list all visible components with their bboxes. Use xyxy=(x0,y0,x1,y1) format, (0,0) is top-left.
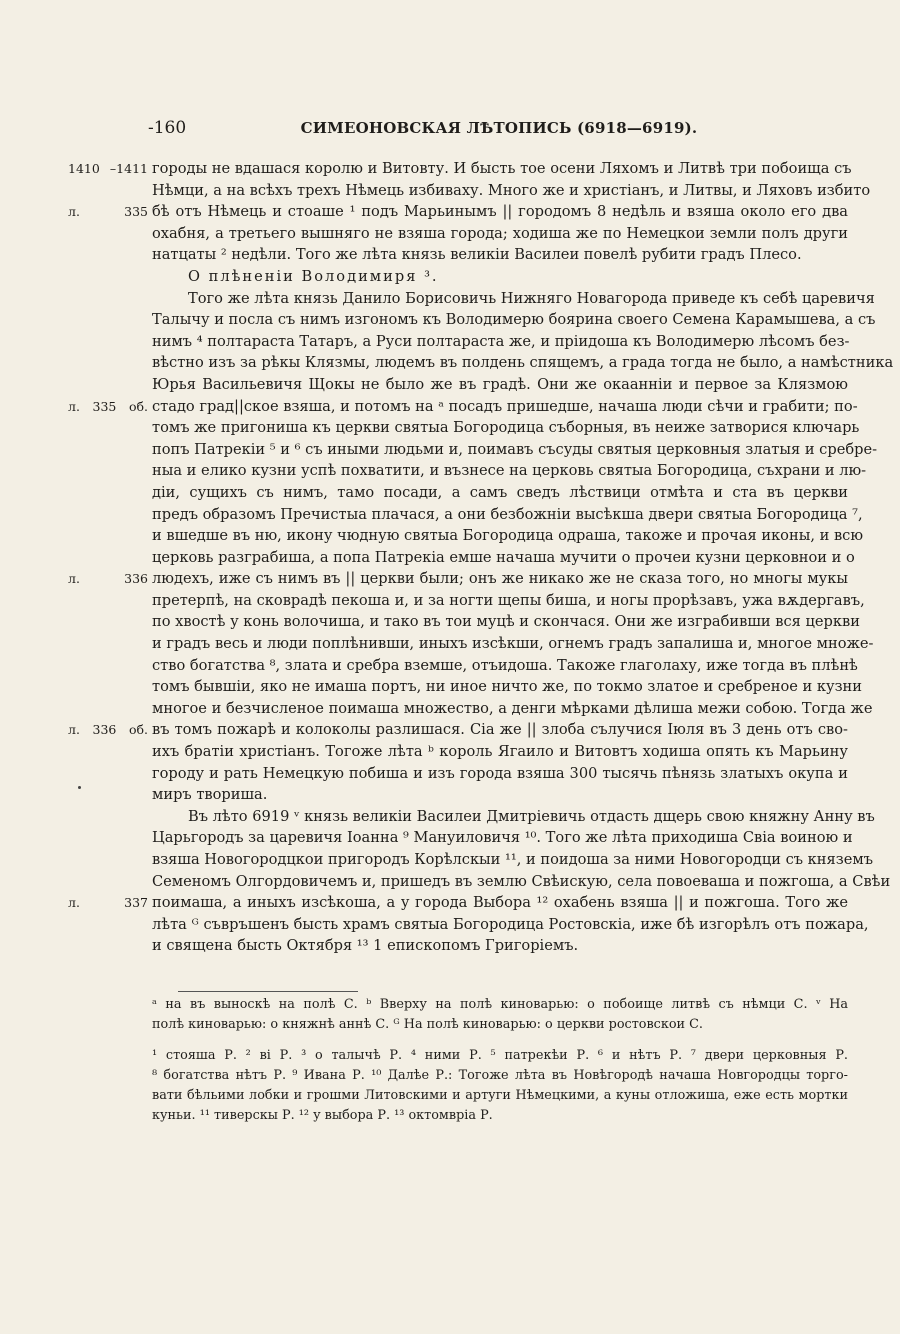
line-text: многое и безчисленое поимаша множество, а денги мѣрками дѣлиша межи собою. Тогда же xyxy=(152,699,873,717)
line-text: Того же лѣта князь Данило Борисовичь Нижняго Новагорода приведе къ себѣ царевичя xyxy=(188,289,875,307)
text-line xyxy=(152,741,848,763)
letter-footnotes xyxy=(152,995,848,1035)
line-text: по хвостѣ у конь волочиша, и тако въ тои муцѣ и скончася. Они же изграбивши вся церкви xyxy=(152,613,860,631)
text-line xyxy=(152,806,875,828)
text-line xyxy=(152,417,860,439)
line-text: попъ Патрекіи ⁵ и ⁶ съ иными людьми и, поимавъ съсуды святыя церковныя златыя и сребре- xyxy=(152,440,878,458)
text-line xyxy=(152,995,848,1015)
text-line xyxy=(152,914,869,936)
line-text: претерпѣ, на сковрадѣ пекоша и, и за ногти щепы биша, и ногы прорѣзавъ, ужа вѫдергавъ, xyxy=(152,591,865,609)
line-text: стадо град||ское взяша, и потомъ на ᵃ посадъ пришедше, начаша люди сѣчи и грабити; по- xyxy=(152,397,858,415)
text-line xyxy=(152,763,848,785)
text-line xyxy=(152,1066,848,1086)
text-line xyxy=(152,590,865,612)
margin-note: л. 336 об. xyxy=(68,722,148,738)
line-text: людехъ, иже съ нимъ въ || церкви были; онъ же никако же не сказа того, но многы мукы xyxy=(152,570,848,588)
margin-note: л. 335 xyxy=(68,204,148,220)
line-text: бѣ отъ Нѣмець и стоаше ¹ подъ Марьинымъ || городомъ 8 недѣль и взяша около его два xyxy=(152,203,848,221)
line-text: нимъ ⁴ полтараста Татаръ, а Руси полтараста же, и пріидоша къ Володимерю лѣсомъ без- xyxy=(152,332,850,350)
numbered-footnotes xyxy=(152,1046,848,1126)
text-line xyxy=(68,568,848,590)
text-line xyxy=(152,698,873,720)
margin-note: 1410 –1411 xyxy=(68,161,148,176)
text-line xyxy=(152,1046,848,1066)
line-text: ⁸ богатства нѣтъ Р. ⁹ Ивана Р. ¹⁰ Далѣе Р.: Тогоже лѣта въ Новѣгородѣ начаша Новгородцы торго- xyxy=(152,1068,848,1083)
text-line xyxy=(68,201,848,223)
text-line xyxy=(152,1086,848,1106)
line-text: и вшедше въ ню, икону чюдную святыа Богородица одраша, такоже и прочая иконы, и всю xyxy=(152,527,864,545)
text-line xyxy=(152,633,874,655)
paper-stain xyxy=(78,786,81,789)
line-text: ихъ братіи христіанъ. Тогоже лѣта ᵇ король Ягаило и Витовтъ ходиша опять къ Марьину xyxy=(152,743,848,761)
line-text: вати бѣльими лобки и грошми Литовскими и артуги Нѣмецкими, а куны отложиша, еже есть мортки xyxy=(152,1088,848,1103)
text-line xyxy=(152,352,894,374)
text-line xyxy=(152,827,853,849)
page-number: -160 xyxy=(148,118,187,138)
line-text: ᵃ на въ выноскѣ на полѣ С. ᵇ Вверху на полѣ киноварью: о побоище литвѣ съ нѣмци С. ᵛ На xyxy=(152,997,848,1012)
line-text: діи, сущихъ съ нимъ, тамо посади, а самъ сведъ лѣствици отмѣта и ста въ церкви xyxy=(152,483,848,501)
line-text: Нѣмци, а на всѣхъ трехъ Нѣмець избиваху. Много же и христіанъ, и Литвы, и Ляховъ избито xyxy=(152,181,871,199)
text-line xyxy=(68,158,852,180)
text-line xyxy=(152,482,848,504)
text-line xyxy=(152,504,863,526)
line-text: полѣ киноварью: о княжнѣ аннѣ С. ᴳ На полѣ киноварью: о церкви ростовскои С. xyxy=(152,1017,704,1032)
line-text: вѣстно изъ за рѣкы Клязмы, людемъ въ полдень спящемъ, а града тогда не было, а намѣстника xyxy=(152,354,894,372)
line-text: томъ же пригониша къ церкви святыа Богородица съборныя, въ неиже затворися ключарь xyxy=(152,419,860,437)
text-line xyxy=(152,935,848,957)
line-text: О плѣненіи Володимиря ³. xyxy=(188,267,439,285)
line-text: ¹ стояша Р. ² ві Р. ³ о талычѣ Р. ⁴ ними Р. ⁵ патрекѣи Р. ⁶ и нѣтъ Р. ⁷ двери церковныя Р. xyxy=(152,1048,848,1063)
line-text: ство богатства ⁸, злата и сребра вземше, отъидоша. Такоже глаголаху, иже тогда въ плѣнѣ xyxy=(152,656,858,674)
line-text: городу и рать Немецкую побиша и изъ города взяша 300 тысячь пѣнязь златыхъ окупа и xyxy=(152,764,848,782)
text-line xyxy=(152,180,871,202)
margin-note: л. 336 xyxy=(68,571,148,587)
section-heading xyxy=(152,266,848,288)
line-text: и градъ весь и люди поплѣнивши, иныхъ изсѣкши, огнемъ градъ запалиша и, многое множе- xyxy=(152,635,874,653)
line-text: натцаты ² недѣли. Того же лѣта князь великіи Василеи повелѣ рубити градъ Плесо. xyxy=(152,246,802,264)
line-text: Юрья Васильевичя Щокы не было же въ градѣ. Они же окаанніи и первое за Клязмою xyxy=(152,375,848,393)
text-line xyxy=(152,309,876,331)
line-text: Царьгородъ за царевичя Іоанна ⁹ Мануиловичя ¹⁰. Того же лѣта приходиша Свіа воиною и xyxy=(152,829,853,847)
text-line xyxy=(152,871,891,893)
text-line xyxy=(68,892,848,914)
text-line xyxy=(152,547,855,569)
text-line xyxy=(152,525,864,547)
text-line xyxy=(152,611,860,633)
line-text: городы не вдашася королю и Витовту. И бысть тое осени Ляхомъ и Литвѣ три побоища съ xyxy=(152,160,852,177)
line-text: ныа и елико кузни успѣ похватити, и възнесе на церковь святыа Богородица, съхрани и лю- xyxy=(152,462,867,480)
line-text: церковь разграбиша, а попа Патрекіа емше начаша мучити о прочеи кузни церковнои и о xyxy=(152,548,855,566)
margin-note: л. 335 об. xyxy=(68,398,148,414)
line-text: охабня, а третьего вышняго не взяша города; ходиша же по Немецкои земли полъ други xyxy=(152,224,848,242)
line-text: Талычу и посла съ нимъ изгономъ къ Володимерю боярина своего Семена Карамышева, а съ xyxy=(152,311,876,329)
line-text: предъ образомъ Пречистыа плачася, а они безбожніи высѣкша двери святыа Богородица ⁷, xyxy=(152,505,863,523)
main-text xyxy=(68,158,894,957)
line-text: взяша Новогородцкои пригородъ Корѣлскыи ¹¹, и поидоша за ними Новогородци съ княземъ xyxy=(152,851,873,868)
text-line xyxy=(68,396,858,418)
text-line xyxy=(68,719,848,741)
line-text: и священа бысть Октября ¹³ 1 епископомъ Григоріемъ. xyxy=(152,937,579,955)
margin-note: л. 337 xyxy=(68,895,148,911)
text-line xyxy=(152,223,848,245)
text-line xyxy=(152,331,848,353)
line-text: лѣта ᴳ съвръшенъ бысть храмъ святыа Богородица Ростовскіа, иже бѣ изгорѣлъ отъ пожара, xyxy=(152,915,869,933)
line-text: Въ лѣто 6919 ᵛ князь великіи Василеи Дмитріевичь отдасть дщерь свою княжну Анну въ xyxy=(188,807,875,825)
text-line xyxy=(152,439,878,461)
line-text: миръ твориша. xyxy=(152,786,268,804)
line-text: куньи. ¹¹ тиверскы Р. ¹² у выбора Р. ¹³ октомвріа Р. xyxy=(152,1108,493,1123)
text-line xyxy=(152,244,848,266)
text-line xyxy=(152,784,848,806)
text-line xyxy=(152,655,858,677)
footnote-divider xyxy=(178,991,358,992)
text-line xyxy=(152,460,867,482)
text-line xyxy=(152,849,873,871)
text-line xyxy=(152,374,848,396)
text-line xyxy=(152,676,863,698)
text-line xyxy=(152,288,875,310)
page-header xyxy=(148,118,850,142)
running-title: СИМЕОНОВСКАЯ ЛѢТОПИСЬ (6918—6919). xyxy=(300,119,698,137)
text-line xyxy=(152,1106,848,1126)
line-text: въ томъ пожарѣ и колоколы разлишася. Сіа же || злоба сълучися Іюля въ 3 день отъ сво- xyxy=(152,721,848,739)
line-text: Семеномъ Олгордовичемъ и, пришедъ въ землю Свѣискую, села повоеваша и пожгоша, а Свѣи xyxy=(152,872,891,890)
text-line xyxy=(152,1015,848,1035)
line-text: томъ бывшіи, яко не имаша портъ, ни иное ничто же, по токмо златое и сребреное и кузни xyxy=(152,678,863,696)
line-text: поимаша, а иныхъ изсѣкоша, а у города Выбора ¹² охабень взяша || и пожгоша. Того же xyxy=(152,894,848,912)
